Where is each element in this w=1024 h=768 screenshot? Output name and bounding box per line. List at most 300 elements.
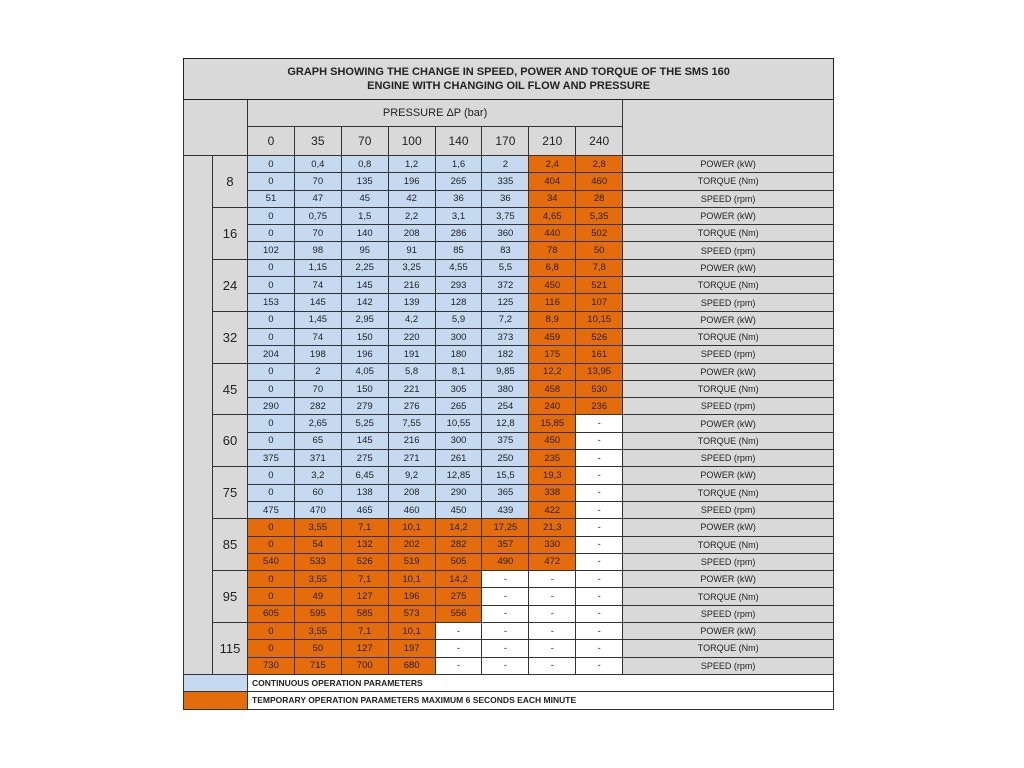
- data-cell: 235: [529, 450, 576, 467]
- data-cell: -: [529, 640, 576, 657]
- data-cell: 91: [388, 242, 435, 259]
- data-cell: 14,2: [435, 519, 482, 536]
- data-cell: 3,2: [294, 467, 341, 484]
- row-label: SPEED (rpm): [623, 398, 834, 415]
- row-label: TORQUE (Nm): [623, 536, 834, 553]
- data-cell: 12,85: [435, 467, 482, 484]
- data-cell: 74: [294, 277, 341, 294]
- data-cell: 85: [435, 242, 482, 259]
- data-cell: 208: [388, 484, 435, 501]
- data-cell: 7,1: [341, 519, 388, 536]
- data-cell: 15,85: [529, 415, 576, 432]
- row-label: TORQUE (Nm): [623, 277, 834, 294]
- table-row: [184, 657, 834, 674]
- data-cell: 0: [248, 207, 295, 224]
- label-header-cell: [623, 100, 834, 156]
- table-row: [184, 484, 834, 501]
- data-cell: 338: [529, 484, 576, 501]
- data-cell: 5,35: [576, 207, 623, 224]
- row-label: SPEED (rpm): [623, 501, 834, 518]
- performance-table: [183, 58, 834, 710]
- data-cell: 276: [388, 398, 435, 415]
- flow-value: 45: [213, 363, 248, 415]
- data-cell: 42: [388, 190, 435, 207]
- row-label: SPEED (rpm): [623, 190, 834, 207]
- data-cell: -: [576, 415, 623, 432]
- data-cell: -: [576, 432, 623, 449]
- table-row: [184, 640, 834, 657]
- row-label: POWER (kW): [623, 519, 834, 536]
- data-cell: 8,1: [435, 363, 482, 380]
- data-cell: 271: [388, 450, 435, 467]
- table-row: [184, 380, 834, 397]
- data-cell: 6,45: [341, 467, 388, 484]
- data-cell: 465: [341, 501, 388, 518]
- data-cell: 216: [388, 432, 435, 449]
- row-label: TORQUE (Nm): [623, 173, 834, 190]
- data-cell: 282: [435, 536, 482, 553]
- data-cell: 585: [341, 605, 388, 622]
- row-label: SPEED (rpm): [623, 294, 834, 311]
- data-cell: 0: [248, 588, 295, 605]
- data-cell: 5,25: [341, 415, 388, 432]
- data-cell: -: [576, 484, 623, 501]
- table-row: [184, 207, 834, 224]
- data-cell: 3,75: [482, 207, 529, 224]
- data-cell: 5,5: [482, 259, 529, 276]
- row-label: TORQUE (Nm): [623, 588, 834, 605]
- data-cell: 0: [248, 640, 295, 657]
- data-cell: 10,1: [388, 571, 435, 588]
- data-cell: 0: [248, 311, 295, 328]
- data-cell: 7,2: [482, 311, 529, 328]
- data-cell: 50: [294, 640, 341, 657]
- data-cell: 505: [435, 553, 482, 570]
- table-row: [184, 536, 834, 553]
- data-cell: 204: [248, 346, 295, 363]
- data-cell: 139: [388, 294, 435, 311]
- data-cell: 196: [388, 588, 435, 605]
- data-cell: 365: [482, 484, 529, 501]
- data-cell: 0: [248, 432, 295, 449]
- data-cell: -: [576, 536, 623, 553]
- data-cell: 70: [294, 225, 341, 242]
- data-cell: -: [482, 571, 529, 588]
- data-cell: 0: [248, 623, 295, 640]
- corner-cell: [184, 100, 248, 156]
- data-cell: 135: [341, 173, 388, 190]
- data-cell: 605: [248, 605, 295, 622]
- data-cell: 4,55: [435, 259, 482, 276]
- data-cell: 180: [435, 346, 482, 363]
- data-cell: 275: [435, 588, 482, 605]
- data-cell: 3,55: [294, 571, 341, 588]
- data-cell: 70: [294, 173, 341, 190]
- data-cell: 4,05: [341, 363, 388, 380]
- data-cell: 0: [248, 380, 295, 397]
- data-cell: 14,2: [435, 571, 482, 588]
- data-cell: 10,55: [435, 415, 482, 432]
- data-cell: 12,2: [529, 363, 576, 380]
- table-row: [184, 432, 834, 449]
- data-cell: 65: [294, 432, 341, 449]
- data-cell: 28: [576, 190, 623, 207]
- data-cell: 680: [388, 657, 435, 674]
- table-row: [184, 553, 834, 570]
- table-row: [184, 363, 834, 380]
- data-cell: 440: [529, 225, 576, 242]
- pressure-value: 170: [482, 127, 529, 156]
- data-cell: 404: [529, 173, 576, 190]
- row-label: TORQUE (Nm): [623, 380, 834, 397]
- data-cell: 422: [529, 501, 576, 518]
- data-cell: 490: [482, 553, 529, 570]
- data-cell: -: [529, 623, 576, 640]
- data-cell: 7,55: [388, 415, 435, 432]
- data-cell: 470: [294, 501, 341, 518]
- data-cell: 0: [248, 328, 295, 345]
- data-cell: 290: [248, 398, 295, 415]
- data-cell: 715: [294, 657, 341, 674]
- row-label: TORQUE (Nm): [623, 640, 834, 657]
- data-cell: 450: [435, 501, 482, 518]
- data-cell: 83: [482, 242, 529, 259]
- data-cell: 145: [341, 277, 388, 294]
- flow-value: 85: [213, 519, 248, 571]
- data-cell: -: [576, 623, 623, 640]
- data-cell: 286: [435, 225, 482, 242]
- table-row: [184, 588, 834, 605]
- data-cell: 305: [435, 380, 482, 397]
- data-cell: 2,95: [341, 311, 388, 328]
- row-label: TORQUE (Nm): [623, 328, 834, 345]
- table-row: [184, 467, 834, 484]
- data-cell: 12,8: [482, 415, 529, 432]
- data-cell: -: [576, 519, 623, 536]
- data-cell: 3,1: [435, 207, 482, 224]
- data-cell: 0: [248, 571, 295, 588]
- data-cell: 45: [341, 190, 388, 207]
- data-cell: 138: [341, 484, 388, 501]
- data-cell: -: [576, 467, 623, 484]
- table-row: [184, 225, 834, 242]
- data-cell: 3,55: [294, 623, 341, 640]
- data-cell: 60: [294, 484, 341, 501]
- data-cell: 261: [435, 450, 482, 467]
- data-cell: 335: [482, 173, 529, 190]
- data-cell: -: [576, 553, 623, 570]
- pressure-value: 35: [294, 127, 341, 156]
- data-cell: 526: [341, 553, 388, 570]
- data-cell: -: [529, 657, 576, 674]
- data-cell: 458: [529, 380, 576, 397]
- data-cell: 4,65: [529, 207, 576, 224]
- row-label: SPEED (rpm): [623, 346, 834, 363]
- data-cell: 275: [341, 450, 388, 467]
- data-cell: 221: [388, 380, 435, 397]
- data-cell: 2,2: [388, 207, 435, 224]
- table-row: [184, 311, 834, 328]
- data-cell: 191: [388, 346, 435, 363]
- data-cell: 142: [341, 294, 388, 311]
- data-cell: 7,1: [341, 623, 388, 640]
- data-cell: 236: [576, 398, 623, 415]
- data-cell: -: [435, 623, 482, 640]
- data-cell: 107: [576, 294, 623, 311]
- data-cell: 459: [529, 328, 576, 345]
- data-cell: 240: [529, 398, 576, 415]
- data-cell: 0: [248, 156, 295, 173]
- data-cell: 279: [341, 398, 388, 415]
- data-cell: -: [482, 623, 529, 640]
- data-cell: 7,8: [576, 259, 623, 276]
- data-cell: 530: [576, 380, 623, 397]
- row-label: SPEED (rpm): [623, 450, 834, 467]
- data-cell: 10,1: [388, 623, 435, 640]
- legend-swatch-temporary: [184, 692, 248, 709]
- data-cell: 36: [482, 190, 529, 207]
- pressure-value: 0: [248, 127, 295, 156]
- data-cell: 128: [435, 294, 482, 311]
- legend-swatch-continuous: [184, 674, 248, 691]
- data-cell: 360: [482, 225, 529, 242]
- data-cell: 5,8: [388, 363, 435, 380]
- row-label: POWER (kW): [623, 156, 834, 173]
- legend-temporary: TEMPORARY OPERATION PARAMETERS MAXIMUM 6 SECONDS EACH MINUTE: [248, 692, 834, 709]
- flow-value: 60: [213, 415, 248, 467]
- data-cell: -: [529, 605, 576, 622]
- pressure-value: 70: [341, 127, 388, 156]
- pressure-value: 100: [388, 127, 435, 156]
- data-cell: 196: [388, 173, 435, 190]
- row-label: TORQUE (Nm): [623, 225, 834, 242]
- table-row: [184, 571, 834, 588]
- data-cell: 0: [248, 415, 295, 432]
- data-cell: 98: [294, 242, 341, 259]
- data-cell: -: [482, 640, 529, 657]
- data-cell: 2: [482, 156, 529, 173]
- table-row: [184, 156, 834, 173]
- row-label: POWER (kW): [623, 363, 834, 380]
- data-cell: 145: [341, 432, 388, 449]
- row-label: POWER (kW): [623, 415, 834, 432]
- data-cell: 220: [388, 328, 435, 345]
- data-cell: 375: [482, 432, 529, 449]
- data-cell: -: [435, 657, 482, 674]
- table-row: [184, 605, 834, 622]
- data-cell: 153: [248, 294, 295, 311]
- data-cell: 175: [529, 346, 576, 363]
- data-cell: 198: [294, 346, 341, 363]
- data-cell: 197: [388, 640, 435, 657]
- data-cell: -: [576, 501, 623, 518]
- data-cell: 282: [294, 398, 341, 415]
- data-cell: -: [576, 588, 623, 605]
- flow-value: 32: [213, 311, 248, 363]
- data-cell: 196: [341, 346, 388, 363]
- data-cell: 2,65: [294, 415, 341, 432]
- row-label: POWER (kW): [623, 311, 834, 328]
- data-cell: 0: [248, 519, 295, 536]
- data-cell: 127: [341, 588, 388, 605]
- row-label: POWER (kW): [623, 467, 834, 484]
- data-cell: 127: [341, 640, 388, 657]
- row-label: TORQUE (Nm): [623, 432, 834, 449]
- data-cell: 2: [294, 363, 341, 380]
- table-row: [184, 415, 834, 432]
- row-label: POWER (kW): [623, 623, 834, 640]
- data-cell: 0: [248, 467, 295, 484]
- data-cell: 8,9: [529, 311, 576, 328]
- table-row: [184, 190, 834, 207]
- data-cell: 10,15: [576, 311, 623, 328]
- data-cell: -: [482, 657, 529, 674]
- data-cell: 3,55: [294, 519, 341, 536]
- data-cell: 0,75: [294, 207, 341, 224]
- data-cell: 519: [388, 553, 435, 570]
- data-cell: 9,85: [482, 363, 529, 380]
- table-row: [184, 328, 834, 345]
- data-cell: 202: [388, 536, 435, 553]
- data-cell: 450: [529, 277, 576, 294]
- row-label: POWER (kW): [623, 259, 834, 276]
- table-row: [184, 294, 834, 311]
- legend-continuous: CONTINUOUS OPERATION PARAMETERS: [248, 674, 834, 691]
- data-cell: 70: [294, 380, 341, 397]
- data-cell: 371: [294, 450, 341, 467]
- data-cell: 521: [576, 277, 623, 294]
- data-cell: 526: [576, 328, 623, 345]
- data-cell: 700: [341, 657, 388, 674]
- data-cell: 265: [435, 398, 482, 415]
- table-row: [184, 277, 834, 294]
- data-cell: 102: [248, 242, 295, 259]
- flow-value: 95: [213, 571, 248, 623]
- data-cell: 17,25: [482, 519, 529, 536]
- row-label: SPEED (rpm): [623, 242, 834, 259]
- data-cell: 0: [248, 173, 295, 190]
- data-cell: 21,3: [529, 519, 576, 536]
- flow-value: 16: [213, 207, 248, 259]
- pressure-value: 240: [576, 127, 623, 156]
- data-cell: 0,4: [294, 156, 341, 173]
- data-cell: 95: [341, 242, 388, 259]
- data-cell: 0,8: [341, 156, 388, 173]
- data-cell: 208: [388, 225, 435, 242]
- data-cell: 10,1: [388, 519, 435, 536]
- row-label: SPEED (rpm): [623, 605, 834, 622]
- data-cell: -: [529, 571, 576, 588]
- data-cell: 573: [388, 605, 435, 622]
- table-row: [184, 398, 834, 415]
- data-cell: -: [576, 571, 623, 588]
- table-row: [184, 450, 834, 467]
- data-cell: 730: [248, 657, 295, 674]
- data-cell: 49: [294, 588, 341, 605]
- flow-axis-label: [184, 156, 213, 675]
- data-cell: 0: [248, 259, 295, 276]
- table-row: [184, 623, 834, 640]
- data-cell: 54: [294, 536, 341, 553]
- data-cell: 533: [294, 553, 341, 570]
- table-row: [184, 173, 834, 190]
- data-cell: 6,8: [529, 259, 576, 276]
- data-cell: 2,25: [341, 259, 388, 276]
- data-cell: 2,4: [529, 156, 576, 173]
- data-cell: 4,2: [388, 311, 435, 328]
- flow-value: 8: [213, 156, 248, 208]
- data-cell: 472: [529, 553, 576, 570]
- data-cell: 1,15: [294, 259, 341, 276]
- data-cell: 51: [248, 190, 295, 207]
- data-cell: -: [482, 605, 529, 622]
- data-cell: 2,8: [576, 156, 623, 173]
- data-cell: 161: [576, 346, 623, 363]
- data-cell: 475: [248, 501, 295, 518]
- data-cell: 357: [482, 536, 529, 553]
- data-cell: 150: [341, 380, 388, 397]
- table-row: [184, 346, 834, 363]
- data-cell: 460: [576, 173, 623, 190]
- data-cell: 250: [482, 450, 529, 467]
- data-cell: -: [529, 588, 576, 605]
- data-cell: 330: [529, 536, 576, 553]
- row-label: TORQUE (Nm): [623, 484, 834, 501]
- data-cell: -: [576, 605, 623, 622]
- data-cell: 300: [435, 328, 482, 345]
- data-cell: 1,5: [341, 207, 388, 224]
- title-line-1: GRAPH SHOWING THE CHANGE IN SPEED, POWER AND TORQUE OF THE SMS 160: [287, 66, 730, 78]
- row-label: SPEED (rpm): [623, 657, 834, 674]
- data-cell: 125: [482, 294, 529, 311]
- flow-value: 75: [213, 467, 248, 519]
- data-cell: 15,5: [482, 467, 529, 484]
- data-cell: 13,95: [576, 363, 623, 380]
- pressure-value: 140: [435, 127, 482, 156]
- data-cell: 1,6: [435, 156, 482, 173]
- data-cell: 460: [388, 501, 435, 518]
- pressure-header: PRESSURE ΔP (bar): [248, 100, 623, 127]
- data-cell: 78: [529, 242, 576, 259]
- data-cell: 556: [435, 605, 482, 622]
- data-cell: 34: [529, 190, 576, 207]
- data-cell: 50: [576, 242, 623, 259]
- data-cell: 1,2: [388, 156, 435, 173]
- data-cell: 0: [248, 225, 295, 242]
- table-row: [184, 501, 834, 518]
- data-cell: 373: [482, 328, 529, 345]
- data-cell: 116: [529, 294, 576, 311]
- data-cell: 36: [435, 190, 482, 207]
- data-cell: 254: [482, 398, 529, 415]
- flow-value: 115: [213, 623, 248, 675]
- data-cell: 19,3: [529, 467, 576, 484]
- row-label: SPEED (rpm): [623, 553, 834, 570]
- data-cell: 150: [341, 328, 388, 345]
- data-cell: 0: [248, 363, 295, 380]
- data-cell: 182: [482, 346, 529, 363]
- data-cell: -: [576, 450, 623, 467]
- data-cell: 372: [482, 277, 529, 294]
- data-cell: 265: [435, 173, 482, 190]
- data-cell: 145: [294, 294, 341, 311]
- data-cell: 216: [388, 277, 435, 294]
- table-row: [184, 259, 834, 276]
- data-cell: 140: [341, 225, 388, 242]
- data-cell: 132: [341, 536, 388, 553]
- data-cell: 0: [248, 536, 295, 553]
- data-cell: 0: [248, 277, 295, 294]
